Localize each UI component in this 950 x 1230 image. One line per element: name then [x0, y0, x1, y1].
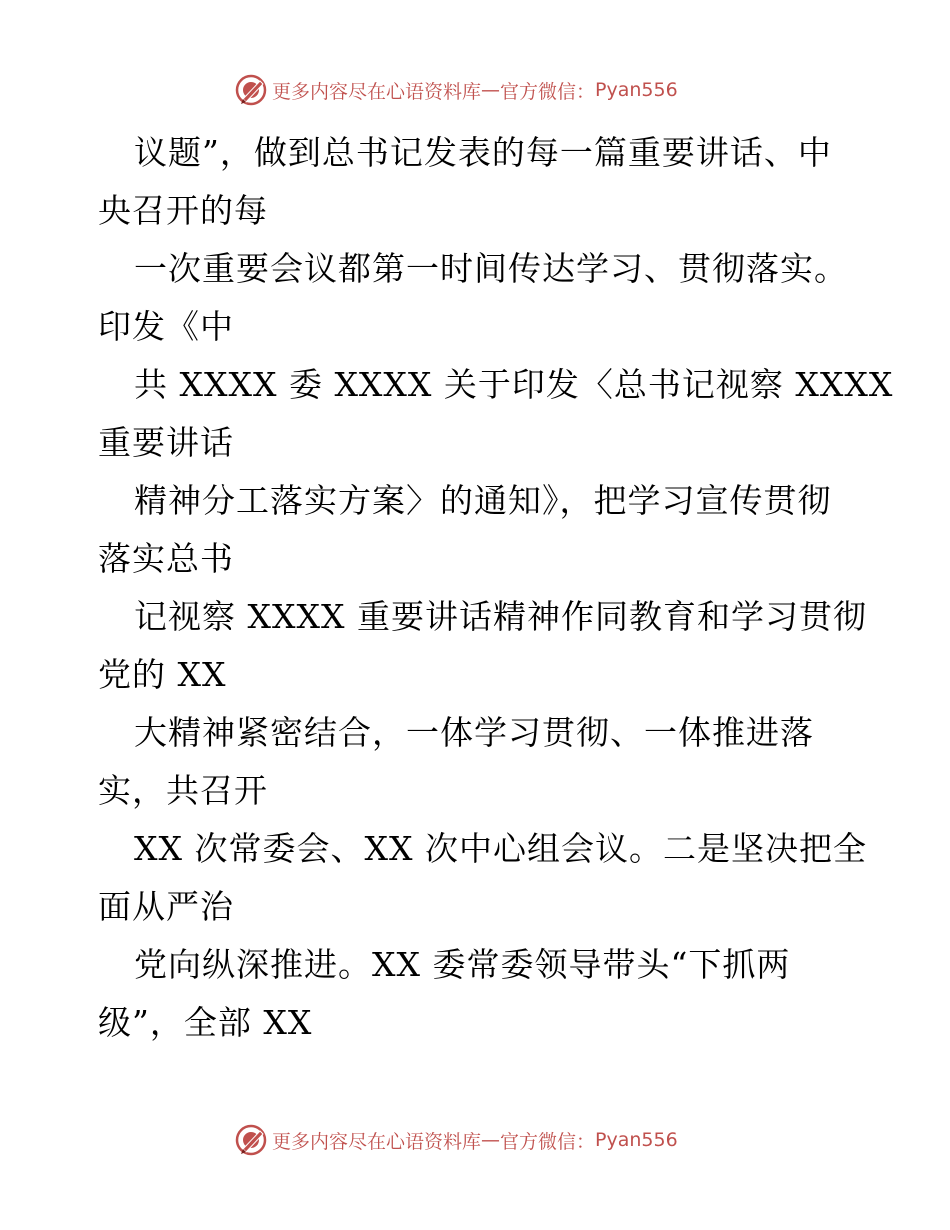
banner-site-text: 更多内容尽在心语资料库 — [272, 80, 482, 103]
header-banner — [234, 72, 678, 108]
body-line: 议题”，做到总书记发表的每一篇重要讲话、中 — [134, 133, 832, 172]
body-line: 印发《中 — [98, 307, 234, 346]
banner-wechat-label: 官方微信： — [500, 1130, 596, 1153]
body-line: XX 次常委会、XX 次中心组会议。二是坚决把全 — [134, 829, 867, 868]
body-line: 级”，全部 XX — [98, 1003, 313, 1042]
body-line: 实，共召开 — [98, 771, 268, 810]
body-line: 重要讲话 — [98, 423, 234, 462]
pen-logo-icon — [234, 1123, 268, 1157]
banner-dash: — — [481, 79, 501, 101]
body-line: 党向纵深推进。XX 委常委领导带头“下抓两 — [134, 945, 791, 984]
body-line: 记视察 XXXX 重要讲话精神作同教育和学习贯彻 — [134, 597, 867, 636]
body-line: 共 XXXX 委 XXXX 关于印发〈总书记视察 XXXX — [134, 365, 894, 404]
body-line: 大精神紧密结合，一体学习贯彻、一体推进落 — [134, 713, 814, 752]
banner-site-text: 更多内容尽在心语资料库 — [272, 1130, 482, 1153]
document-body — [98, 124, 894, 1052]
footer-banner — [234, 1122, 678, 1158]
banner-dash: — — [481, 1129, 501, 1151]
body-line: 精神分工落实方案〉的通知》，把学习宣传贯彻 — [134, 481, 832, 520]
banner-wechat-id: Pyan556 — [595, 79, 678, 101]
body-line: 一次重要会议都第一时间传达学习、贯彻落实。 — [134, 249, 848, 288]
body-line: 落实总书 — [98, 539, 234, 578]
banner-wechat-label: 官方微信： — [500, 80, 596, 103]
body-line: 面从严治 — [98, 887, 234, 926]
body-line: 党的 XX — [98, 655, 227, 694]
banner-wechat-id: Pyan556 — [595, 1129, 678, 1151]
body-line: 央召开的每 — [98, 191, 268, 230]
pen-logo-icon — [234, 73, 268, 107]
